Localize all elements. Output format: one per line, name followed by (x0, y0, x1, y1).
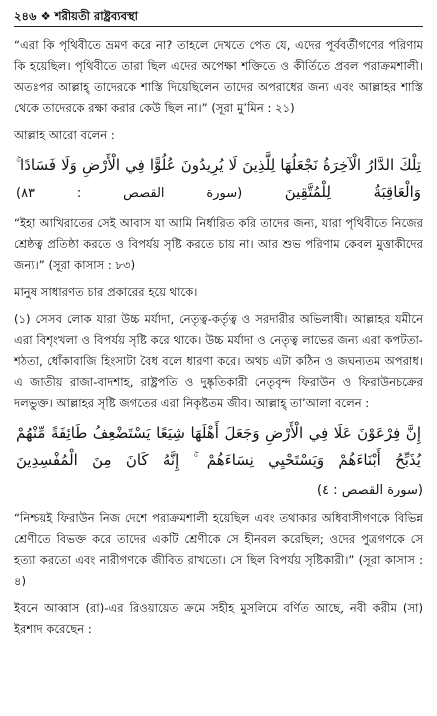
intro-line: আল্লাহ আরো বলেন : (14, 128, 115, 142)
translation-qasas-83: “ইহা আখিরাতের সেই আবাস যা আমি নির্ধারিত করি তাদের জন্য, যারা পৃথিবীতে নিজের শ্রেষ্ঠত্ব প্রতিষ্ঠা করতে ও বিপর্যয় সৃষ্টি করতে চায় না। আর শুভ পরিণাম কেবল মুত্তাকীদের জন্য।” (সূরা কাসাস : ৮৩) (14, 216, 423, 272)
page-number: ২৪৬ (14, 9, 37, 23)
translation-qasas-4: “নিশ্চয়ই ফিরাউন নিজ দেশে পরাক্রমশালী হয়েছিল এবং তথাকার অধিবাসীগণকে বিভিন্ন শ্রেণীতে বিভক্ত করে তাদের একটি শ্রেণীকে সে হীনবল করেছিল; ওদের পুত্রগণকে সে হত্যা করতো এবং নারীগণকে জীবিত রাখতো। সে ছিল বিপর্যয় সৃষ্টিকারী।” (সূরা কাসাস : ৪) (14, 511, 423, 588)
book-title: শরীয়তী রাষ্ট্রব্যবস্থা (54, 9, 138, 23)
arabic-text: تِلْكَ الدَّارُ الْآخِرَةُ نَجْعَلُهَا لِلَّذِينَ لَا يُرِيدُونَ عُلُوًّا فِي الْأَرْضِ وَلَا فَسَادًا ۚ وَالْعَاقِبَةُ لِلْمُتَّقِينَ (16, 156, 421, 201)
separator-icon: ❖ (40, 9, 51, 23)
running-header (14, 6, 423, 27)
arabic-verse-qasas-4: إِنَّ فِرْعَوْنَ عَلَا فِي الْأَرْضِ وَجَعَلَ أَهْلَهَا شِيَعًا يَسْتَضْعِفُ طَائِفَةً مِّنْهُمْ يُذَبِّحُ أَبْنَاءَهُمْ وَيَسْتَحْيِي نِسَاءَهُمْ ۚ إِنَّهُ كَانَ مِنَ الْمُفْسِدِينَ (16, 424, 421, 469)
hadith-intro: ইবনে আব্বাস (রা)-এর রিওয়ায়েত ক্রমে সহীহ মুসলিমে বর্ণিত আছে, নবী করীম (সা) ইরশাদ করেছেন : (14, 601, 423, 636)
quote-surah-mumin: “এরা কি পৃথিবীতে ভ্রমণ করে না? তাহলে দেখতে পেত যে, এদের পূর্ববর্তীগণের পরিণাম কি হয়েছিল। পৃথিবীতে তারা ছিল এদের অপেক্ষা শক্তিতে ও কীর্তিতে প্রবল পরাক্রমশালী। অতঃপর আল্লাহ্ তাদেরকে শাস্তি দিয়েছিলেন তাদের অপরাধের জন্য এবং আল্লাহর শাস্তি থেকে তাদেরকে রক্ষা করার কেউ ছিল না।” (সূরা মু’মিন : ২১) (14, 38, 423, 115)
type-one-description: (১) সেসব লোক যারা উচ্চ মর্যাদা, নেতৃত্ব-কর্তৃত্ব ও সরদারীর অভিলাষী। আল্লাহর যমীনে এরা বিশৃংখলা ও বিপর্যয় সৃষ্টি করে থাকে। উচ্চ মর্যাদা ও নেতৃত্ব লাভের জন্য এরা কপটতা-শঠতা, ধোঁকাবাজি হিংসাটা বৈধ বলে ধারণা করে। অথচ এটা কঠিন ও জঘন্যতম অপরাধ। এ জাতীয় রাজা-বাদশাহ, রাষ্ট্রপতি ও দুষ্কৃতিকারী নেতৃবৃন্দ ফিরাউন ও ফিরাউনচক্রের দলভুক্ত। আল্লাহর সৃষ্টি জগতের এরা নিকৃষ্টতম জীব। আল্লাহ্ তা’আলা বলেন : (14, 312, 423, 410)
arabic-verse-qasas-83 (14, 152, 423, 207)
arabic-citation-qasas-4: (سورة القصص : ٤) (317, 483, 423, 498)
four-types-intro: মানুষ সাধারণত চার প্রকারের হয়ে থাকে। (14, 285, 198, 299)
arabic-citation: (سورة القصص : ٨٣) (16, 186, 243, 201)
